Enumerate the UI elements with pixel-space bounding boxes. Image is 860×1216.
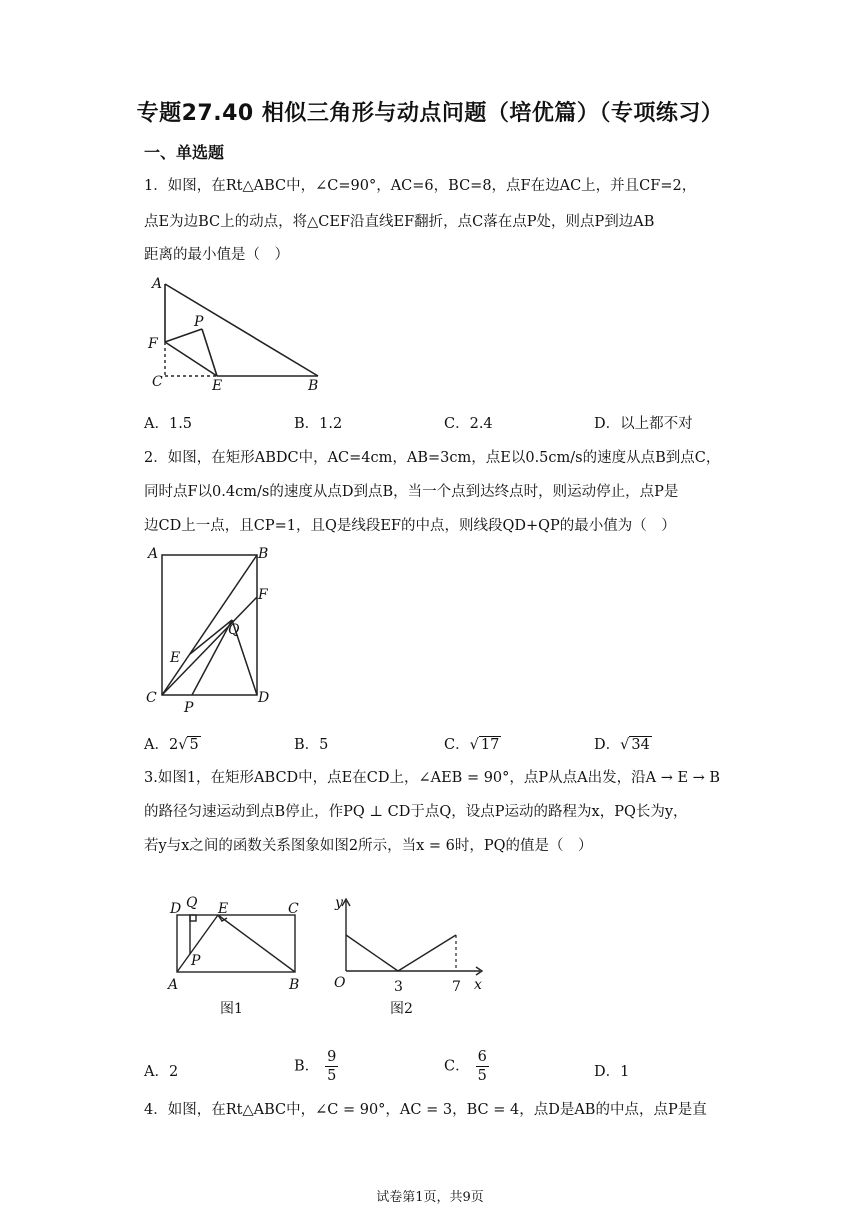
q3-fig2-caption: 图2 bbox=[390, 1001, 413, 1017]
q1-line-3: 距离的最小值是（ ） bbox=[144, 247, 289, 263]
q2-line-3: 边CD上一点，且CP=1，且Q是线段EF的中点，则线段QD+QP的最小值为（ ） bbox=[144, 518, 676, 534]
q2-line-2: 同时点F以0.4cm/s的速度从点D到点B，当一个点到达终点时，则运动停止，点P是 bbox=[144, 484, 679, 500]
q1-label-E: E bbox=[212, 378, 223, 394]
q3-fig1-label-C: C bbox=[288, 901, 299, 917]
q1-option-b: B．1.2 bbox=[294, 416, 343, 432]
q3-option-d: D．1 bbox=[594, 1064, 630, 1080]
q3-option-a: A．2 bbox=[144, 1064, 179, 1080]
q3-fig2-tick-7: 7 bbox=[452, 979, 461, 995]
q3-fig1-label-E: E bbox=[218, 901, 229, 917]
q1-line-1: 1．如图，在Rt△ABC中，∠C=90°，AC=6，BC=8，点F在边AC上，并且CF=2， bbox=[144, 178, 697, 194]
q1-label-F: F bbox=[148, 336, 158, 352]
q1-option-d: D．以上都不对 bbox=[594, 416, 693, 432]
q3-figure-1 bbox=[160, 893, 310, 1023]
q3-fig2-label-O: O bbox=[334, 975, 346, 991]
q2-label-Q: Q bbox=[228, 622, 240, 638]
q1-label-B: B bbox=[308, 378, 319, 394]
q3-option-c: C． $\frac{6}{5}$ bbox=[444, 1049, 487, 1084]
q3-line-1: 3.如图1，在矩形ABCD中，点E在CD上，∠AEB = 90°，点P从点A出发，沿A → E → B bbox=[144, 770, 721, 786]
q1-label-A: A bbox=[152, 276, 163, 292]
q3-fig1-label-Q: Q bbox=[186, 895, 198, 911]
q2-label-D: D bbox=[258, 690, 270, 706]
q2-option-c: C．√ 17 bbox=[444, 737, 500, 753]
section-heading: 一、单选题 bbox=[144, 143, 225, 162]
q2-figure bbox=[140, 542, 280, 712]
q2-label-P: P bbox=[184, 700, 194, 712]
q3-fig1-label-B: B bbox=[289, 977, 300, 993]
q2-option-d: D．√ 34 bbox=[594, 737, 650, 753]
q1-line-2: 点E为边BC上的动点，将△CEF沿直线EF翻折，点C落在点P处，则点P到边AB bbox=[144, 214, 655, 230]
q1-label-C: C bbox=[152, 374, 163, 390]
q3-option-b: B． $\frac{9}{5}$ bbox=[294, 1049, 337, 1084]
q2-option-b: B．5 bbox=[294, 737, 329, 753]
q3-line-3: 若y与x之间的函数关系图象如图2所示，当x = 6时，PQ的值是（ ） bbox=[144, 838, 593, 854]
q2-label-F: F bbox=[258, 587, 268, 603]
q3-fig2-tick-3: 3 bbox=[394, 979, 403, 995]
q3-fig1-label-D: D bbox=[170, 901, 182, 917]
page-footer: 试卷第1页，共9页 bbox=[376, 1190, 484, 1205]
q2-label-A: A bbox=[148, 546, 159, 562]
q2-label-B: B bbox=[258, 546, 269, 562]
q3-figure-2 bbox=[330, 893, 490, 1023]
q3-fig2-label-x: x bbox=[474, 977, 482, 993]
q2-option-a: A．2√ 5 bbox=[144, 737, 199, 753]
q3-line-2: 的路径匀速运动到点B停止，作PQ ⊥ CD于点Q，设点P运动的路程为x，PQ长为y， bbox=[144, 804, 688, 820]
q2-label-E: E bbox=[170, 650, 181, 666]
q1-figure bbox=[140, 272, 340, 397]
q3-fig2-label-y: y bbox=[335, 895, 343, 911]
q4-line-1: 4．如图，在Rt△ABC中，∠C = 90°，AC = 3，BC = 4，点D是AB的中点，点P是直 bbox=[144, 1102, 707, 1118]
page-title: 专题27.40 相似三角形与动点问题（培优篇）（专项练习） bbox=[136, 101, 724, 126]
q3-fig1-label-P: P bbox=[191, 953, 201, 969]
q2-line-1: 2．如图，在矩形ABDC中，AC=4cm，AB=3cm，点E以0.5cm/s的速度从点B到点C， bbox=[144, 450, 721, 466]
q3-fig1-caption: 图1 bbox=[220, 1001, 243, 1017]
q1-label-P: P bbox=[194, 314, 204, 330]
q1-option-a: A．1.5 bbox=[144, 416, 193, 432]
q1-option-c: C．2.4 bbox=[444, 416, 493, 432]
q3-fig1-label-A: A bbox=[168, 977, 179, 993]
q2-label-C: C bbox=[146, 690, 157, 706]
